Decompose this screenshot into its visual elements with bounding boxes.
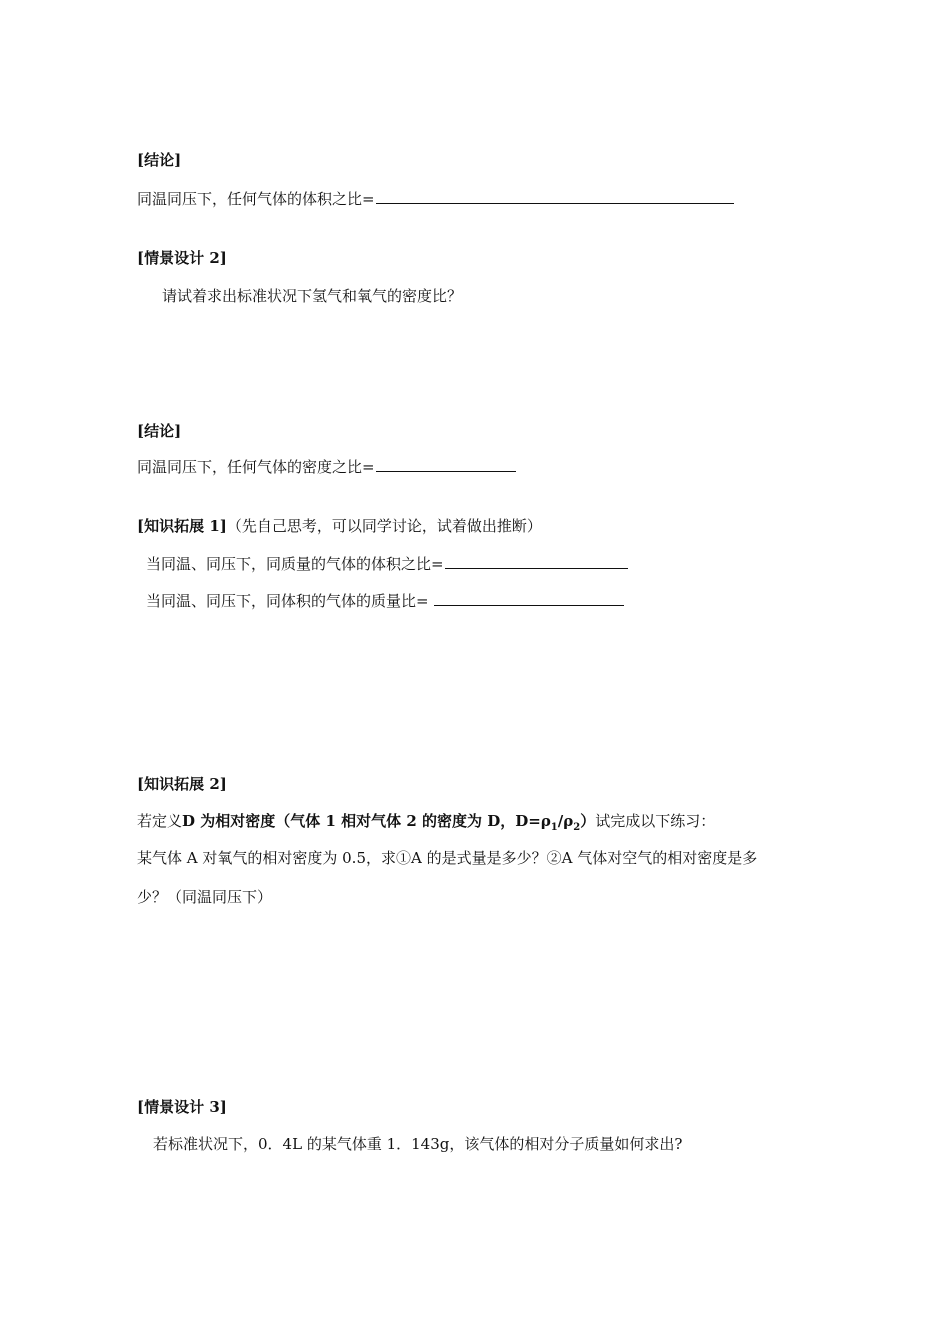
definition-bold-main: D 为相对密度（气体 1 相对气体 2 的密度为 D，D=ρ — [182, 812, 551, 830]
extension-question-2-text: 当同温、同压下，同体积的气体的质量比= — [146, 592, 434, 610]
rho-subscript-2: 2 — [573, 822, 581, 833]
rho-subscript-1: 1 — [550, 822, 558, 833]
relative-density-problem-line-2: 少？（同温同压下） — [137, 888, 273, 906]
knowledge-extension-1 — [137, 516, 542, 536]
knowledge-extension-1-heading: [知识拓展 1] — [137, 517, 227, 535]
conclusion-volume-ratio — [137, 188, 734, 209]
definition-bold — [182, 812, 596, 833]
answer-blank-same-mass-volume[interactable] — [445, 553, 628, 569]
relative-density-problem-line-1: 某气体 A 对氧气的相对密度为 0.5，求①A 的是式量是多少？②A 气体对空气的相对密度是多 — [137, 849, 758, 867]
knowledge-extension-1-note: （先自己思考，可以同学讨论，试着做出推断） — [226, 517, 542, 535]
conclusion-heading-1: [结论] — [137, 151, 182, 169]
extension-question-1-text: 当同温、同压下，同质量的气体的体积之比= — [146, 555, 444, 573]
conclusion-density-ratio — [137, 456, 516, 477]
conclusion-density-text: 同温同压下，任何气体的密度之比= — [137, 458, 375, 476]
answer-blank-same-volume-mass[interactable] — [434, 590, 624, 606]
extension-question-1 — [146, 553, 628, 574]
conclusion-heading-2: [结论] — [137, 422, 182, 440]
definition-prefix: 若定义 — [137, 812, 183, 830]
definition-suffix: 试完成以下练习： — [595, 812, 716, 830]
conclusion-volume-text: 同温同压下，任何气体的体积之比= — [137, 190, 375, 208]
relative-density-definition — [137, 811, 715, 838]
definition-slash-rho: /ρ — [557, 812, 574, 830]
extension-question-2 — [146, 590, 624, 611]
scenario-design-2-heading: [情景设计 2] — [137, 249, 227, 267]
scenario-design-3-question: 若标准状况下，0．4L 的某气体重 1．143g，该气体的相对分子质量如何求出? — [153, 1135, 683, 1153]
scenario-design-2-question: 请试着求出标准状况下氢气和氧气的密度比？ — [162, 287, 463, 305]
answer-blank-volume-ratio[interactable] — [376, 188, 734, 204]
scenario-design-3-heading: [情景设计 3] — [137, 1098, 227, 1116]
answer-blank-density-ratio[interactable] — [376, 456, 516, 472]
definition-close-paren: ） — [580, 812, 596, 830]
knowledge-extension-2-heading: [知识拓展 2] — [137, 775, 227, 793]
